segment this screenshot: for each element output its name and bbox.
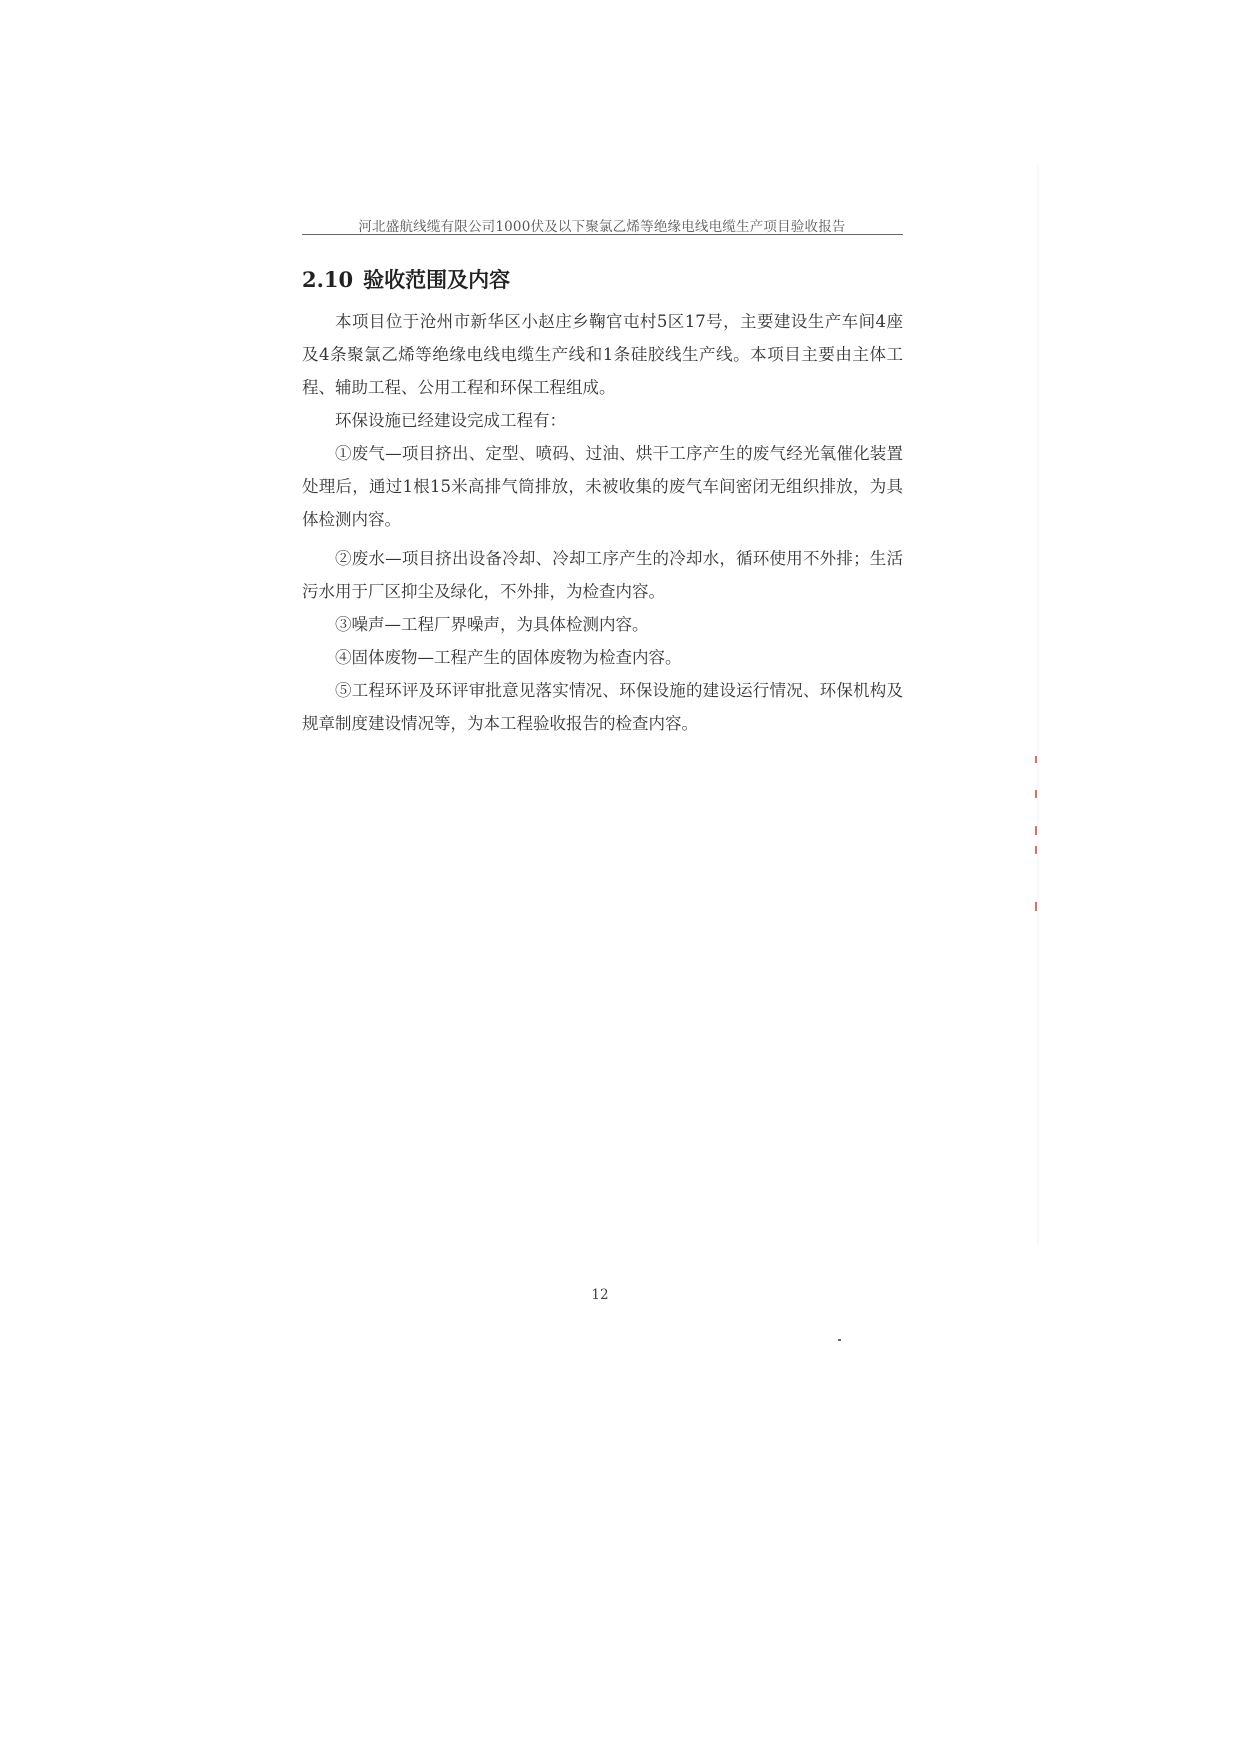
body-text <box>302 305 903 740</box>
page-number: 12 <box>591 1287 609 1303</box>
paragraph-waste-water: ②废水—项目挤出设备冷却、冷却工序产生的冷却水，循环使用不外排；生活污水用于厂区抑尘及绿化，不外排，为检查内容。 <box>302 549 903 601</box>
paragraph-facilities-intro: 环保设施已经建设完成工程有： <box>335 411 566 430</box>
paragraph-solid-waste: ④固体废物—工程产生的固体废物为检查内容。 <box>335 648 682 667</box>
paragraph-project-location: 本项目位于沧州市新华区小赵庄乡鞠官屯村5区17号，主要建设生产车间4座及4条聚氯乙烯等绝缘电线电缆生产线和1条硅胶线生产线。本项目主要由主体工程、辅助工程、公用工程和环保工程组成。 <box>302 312 903 397</box>
scan-artifact-mark <box>1035 756 1037 763</box>
paragraph-waste-gas: ①废气—项目挤出、定型、喷码、过油、烘干工序产生的废气经光氧催化装置处理后，通过1根15米高排气筒排放，未被收集的废气车间密闭无组织排放，为具体检测内容。 <box>302 444 903 529</box>
scan-artifact-mark <box>1035 846 1037 854</box>
paragraph-noise: ③噪声—工程厂界噪声，为具体检测内容。 <box>335 615 649 634</box>
scan-edge-shadow <box>1037 165 1040 1245</box>
scan-artifact-mark <box>1035 790 1037 798</box>
scan-artifact-mark <box>1035 826 1037 835</box>
section-title: 验收范围及内容 <box>363 267 511 292</box>
running-header: 河北盛航线缆有限公司1000伏及以下聚氯乙烯等绝缘电线电缆生产项目验收报告 <box>358 219 846 235</box>
scan-artifact-mark <box>1035 902 1037 911</box>
paragraph-review-items: ⑤工程环评及环评审批意见落实情况、环保设施的建设运行情况、环保机构及规章制度建设情况等，为本工程验收报告的检查内容。 <box>302 681 903 733</box>
header-rule <box>302 234 903 235</box>
section-heading <box>302 264 510 294</box>
section-number: 2.10 <box>302 267 354 292</box>
scan-artifact-dot <box>838 1339 841 1341</box>
